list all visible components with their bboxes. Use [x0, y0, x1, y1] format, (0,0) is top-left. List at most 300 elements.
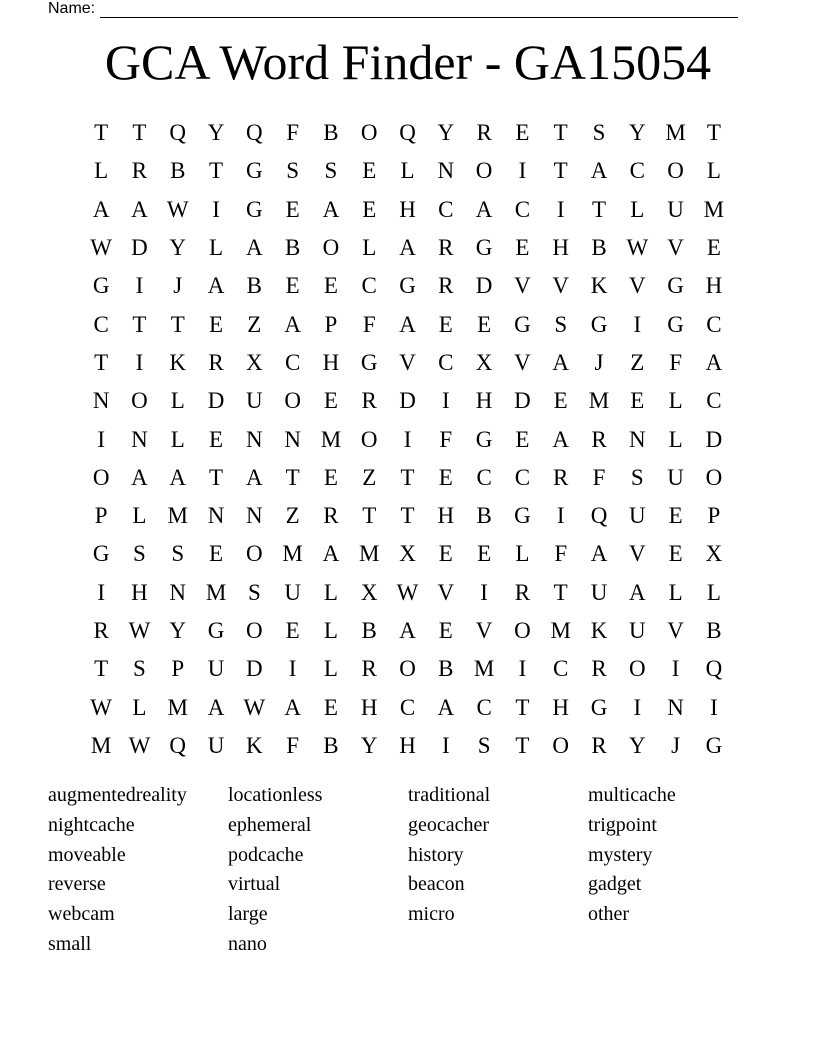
grid-letter: L — [94, 158, 109, 184]
grid-letter: G — [399, 273, 416, 299]
grid-letter: H — [552, 235, 570, 261]
grid-letter: C — [514, 464, 531, 490]
grid-letter: R — [591, 426, 607, 452]
grid-letter: L — [209, 235, 224, 261]
grid-letter: M — [359, 541, 380, 567]
grid-letter: B — [706, 618, 722, 643]
grid-letter: E — [515, 426, 530, 452]
grid-letter: V — [437, 579, 455, 605]
grid-letter: N — [92, 388, 110, 414]
grid-letter: A — [590, 541, 608, 567]
grid-letter: G — [246, 196, 263, 222]
grid-letter: C — [399, 694, 416, 720]
grid-letter: A — [399, 618, 416, 643]
grid-letter: Z — [630, 349, 645, 375]
grid-letter: R — [323, 503, 339, 529]
grid-letter: D — [131, 235, 148, 261]
grid-letter: A — [131, 196, 148, 222]
grid-letter: A — [322, 541, 340, 567]
grid-letter: H — [437, 503, 455, 529]
grid-letter: I — [518, 656, 527, 682]
grid-letter: Y — [628, 732, 646, 758]
grid-letter: E — [438, 541, 453, 567]
grid-letter: P — [171, 656, 185, 682]
grid-letter: Y — [437, 120, 455, 146]
grid-letter: C — [476, 694, 492, 720]
grid-letter: M — [550, 618, 571, 643]
grid-letter: I — [135, 273, 144, 299]
grid-letter: O — [360, 426, 378, 452]
grid-letter: L — [706, 158, 721, 184]
grid-letter: G — [590, 694, 608, 720]
grid-letter: X — [705, 541, 723, 567]
grid-letter: K — [590, 618, 608, 643]
grid-letter: E — [362, 158, 377, 184]
grid-letter: L — [323, 579, 338, 605]
grid-letter: I — [556, 196, 565, 222]
grid-letter: O — [131, 388, 148, 414]
grid-letter: C — [438, 196, 454, 222]
grid-letter: T — [209, 464, 224, 490]
grid-letter: H — [399, 196, 416, 222]
grid-letter: T — [132, 311, 147, 337]
word-list-item: nano — [228, 932, 267, 955]
grid-letter: S — [324, 158, 338, 184]
grid-letter: Q — [169, 732, 187, 758]
grid-letter: A — [207, 694, 225, 720]
word-list-item: virtual — [228, 873, 281, 896]
grid-letter: M — [205, 579, 227, 605]
word-list-item: podcache — [228, 843, 304, 866]
grid-letter: S — [133, 541, 146, 567]
grid-letter: X — [399, 541, 416, 567]
grid-letter: E — [285, 196, 300, 222]
word-list-item: locationless — [228, 784, 323, 806]
grid-letter: W — [128, 732, 151, 758]
grid-letter: T — [706, 120, 721, 146]
grid-letter: V — [667, 618, 684, 643]
grid-letter: Q — [705, 656, 723, 682]
grid-letter: P — [94, 503, 108, 529]
grid-letter: I — [288, 656, 297, 682]
grid-letter: M — [90, 732, 112, 758]
grid-letter: L — [706, 579, 721, 605]
grid-letter: Q — [399, 120, 416, 146]
grid-letter: T — [170, 311, 185, 337]
grid-letter: I — [671, 656, 680, 682]
grid-letter: P — [707, 503, 721, 529]
grid-letter: U — [284, 579, 301, 605]
grid-letter: N — [207, 503, 225, 529]
grid-letter: A — [437, 694, 455, 720]
grid-letter: A — [246, 464, 263, 490]
grid-letter: E — [477, 311, 492, 337]
grid-letter: K — [246, 732, 263, 758]
grid-letter: Y — [169, 235, 187, 261]
grid-letter: H — [475, 388, 493, 414]
grid-letter: N — [437, 158, 455, 184]
grid-letter: R — [591, 732, 607, 758]
grid-letter: Y — [169, 618, 187, 643]
grid-letter: B — [591, 235, 607, 261]
grid-letter: E — [668, 503, 683, 529]
grid-letter: S — [171, 541, 185, 567]
grid-letter: S — [477, 732, 491, 758]
grid-letter: O — [360, 120, 378, 146]
name-field — [48, 0, 738, 18]
grid-letter: C — [706, 311, 722, 337]
grid-letter: A — [246, 235, 263, 261]
grid-letter: G — [667, 311, 684, 337]
grid-letter: W — [128, 618, 151, 643]
grid-letter: L — [323, 618, 338, 643]
grid-letter: E — [553, 388, 568, 414]
grid-letter: E — [209, 541, 224, 567]
grid-letter: A — [92, 196, 110, 222]
grid-letter: S — [592, 120, 606, 146]
grid-letter: C — [629, 158, 645, 184]
grid-letter: Q — [169, 120, 187, 146]
grid-letter: A — [399, 235, 416, 261]
grid-letter: R — [438, 235, 454, 261]
grid-letter: G — [207, 618, 225, 643]
grid-letter: C — [706, 388, 722, 414]
grid-letter: E — [323, 388, 338, 414]
grid-letter: R — [591, 656, 607, 682]
grid-letter: W — [626, 235, 649, 261]
grid-letter: I — [556, 503, 565, 529]
grid-letter: E — [438, 311, 453, 337]
grid-letter: O — [92, 464, 110, 490]
grid-letter: T — [209, 158, 224, 184]
grid-letter: Y — [207, 120, 225, 146]
grid-letter: I — [633, 694, 642, 720]
grid-letter: N — [169, 579, 187, 605]
grid-letter: F — [592, 464, 606, 490]
grid-letter: Y — [628, 120, 646, 146]
grid-letter: V — [667, 235, 684, 261]
grid-letter: G — [667, 273, 684, 299]
grid-letter: F — [286, 732, 300, 758]
grid-letter: J — [671, 732, 681, 758]
grid-letter: E — [438, 618, 453, 643]
grid-letter: E — [515, 120, 530, 146]
grid-letter: O — [475, 158, 493, 184]
grid-letter: D — [514, 388, 531, 414]
grid-letter: F — [362, 311, 376, 337]
page-title: GCA Word Finder - GA15054 — [104, 34, 712, 90]
grid-letter: R — [438, 273, 454, 299]
grid-letter: E — [477, 541, 492, 567]
grid-letter: S — [133, 656, 146, 682]
grid-letter: V — [514, 349, 531, 375]
grid-letter: K — [169, 349, 187, 375]
grid-letter: V — [399, 349, 416, 375]
grid-letter: I — [710, 694, 718, 720]
grid-letter: W — [396, 579, 419, 605]
grid-letter: N — [246, 426, 263, 452]
grid-letter: V — [475, 618, 493, 643]
grid-letter: V — [552, 273, 570, 299]
grid-letter: E — [323, 694, 338, 720]
grid-letter: Z — [247, 311, 262, 337]
grid-letter: D — [705, 426, 723, 452]
grid-letter: X — [360, 579, 378, 605]
grid-letter: E — [285, 618, 300, 643]
grid-letter: O — [514, 618, 531, 643]
grid-letter: G — [514, 503, 531, 529]
grid-letter: L — [515, 541, 530, 567]
grid-letter: C — [284, 349, 301, 375]
grid-letter: I — [518, 158, 527, 184]
grid-letter: B — [323, 120, 339, 146]
grid-letter: A — [169, 464, 187, 490]
grid-letter: O — [705, 464, 723, 490]
grid-letter: F — [669, 349, 682, 375]
grid-letter: U — [246, 388, 263, 414]
grid-letter: I — [633, 311, 642, 337]
grid-letter: I — [441, 388, 450, 414]
grid-letter: U — [590, 579, 608, 605]
grid-letter: I — [441, 732, 450, 758]
grid-letter: A — [552, 349, 570, 375]
word-list-item: trigpoint — [588, 813, 657, 836]
grid-letter: I — [403, 426, 412, 452]
grid-letter: R — [208, 349, 224, 375]
grid-letter: A — [284, 311, 301, 337]
grid-letter: M — [588, 388, 610, 414]
grid-letter: C — [93, 311, 109, 337]
grid-letter: G — [475, 426, 493, 452]
grid-letter: B — [284, 235, 301, 261]
grid-letter: W — [166, 196, 189, 222]
word-list-item: micro — [408, 903, 455, 926]
grid-letter: O — [246, 618, 263, 643]
grid-letter: N — [628, 426, 646, 452]
grid-letter: H — [552, 694, 570, 720]
grid-letter: U — [207, 656, 225, 682]
grid-letter: T — [553, 158, 568, 184]
word-list-item: small — [48, 932, 92, 955]
word-list-item: reverse — [48, 873, 106, 896]
grid-letter: L — [132, 503, 147, 529]
word-list-item: multicache — [588, 784, 676, 806]
grid-letter: L — [132, 694, 147, 720]
grid-letter: H — [705, 273, 723, 299]
grid-letter: S — [286, 158, 300, 184]
grid-letter: M — [703, 196, 725, 222]
grid-letter: R — [93, 618, 109, 643]
grid-letter: T — [515, 732, 530, 758]
grid-letter: V — [514, 273, 531, 299]
grid-letter: Q — [590, 503, 608, 529]
grid-letter: X — [475, 349, 493, 375]
grid-letter: T — [553, 120, 568, 146]
grid-letter: D — [207, 388, 225, 414]
grid-letter: M — [473, 656, 495, 682]
grid-letter: A — [552, 426, 570, 452]
grid-letter: H — [131, 579, 148, 605]
grid-letter: L — [668, 388, 683, 414]
grid-letter: C — [438, 349, 454, 375]
grid-letter: G — [92, 541, 110, 567]
grid-letter: P — [324, 311, 338, 337]
word-list-item: moveable — [48, 843, 126, 866]
grid-letter: M — [282, 541, 303, 567]
grid-letter: D — [475, 273, 493, 299]
grid-letter: R — [361, 656, 377, 682]
grid-letter: R — [514, 579, 531, 605]
grid-letter: O — [284, 388, 301, 414]
grid-letter: I — [135, 349, 144, 375]
grid-letter: W — [90, 235, 112, 261]
grid-letter: T — [553, 579, 568, 605]
grid-letter: S — [247, 579, 261, 605]
grid-letter: A — [705, 349, 723, 375]
grid-letter: M — [167, 503, 188, 529]
grid-letter: O — [667, 158, 684, 184]
grid-letter: G — [360, 349, 378, 375]
grid-letter: L — [362, 235, 377, 261]
grid-letter: B — [361, 618, 377, 643]
grid-letter: O — [399, 656, 416, 682]
grid-letter: I — [480, 579, 488, 605]
grid-letter: M — [320, 426, 342, 452]
grid-letter: U — [667, 196, 684, 222]
name-underline — [100, 2, 738, 18]
grid-letter: E — [668, 541, 683, 567]
grid-letter: O — [552, 732, 570, 758]
letter-grid — [82, 114, 733, 765]
grid-letter: V — [628, 541, 646, 567]
grid-letter: V — [628, 273, 646, 299]
word-list-item: webcam — [48, 903, 115, 926]
grid-letter: G — [514, 311, 531, 337]
grid-letter: I — [212, 196, 220, 222]
grid-letter: G — [246, 158, 263, 184]
grid-letter: L — [668, 426, 683, 452]
grid-letter: N — [246, 503, 263, 529]
grid-letter: R — [476, 120, 492, 146]
word-list-item: beacon — [408, 873, 465, 896]
grid-letter: U — [628, 618, 646, 643]
grid-letter: O — [322, 235, 340, 261]
grid-letter: L — [630, 196, 645, 222]
grid-letter: L — [668, 579, 683, 605]
grid-letter: C — [476, 464, 492, 490]
grid-letter: T — [515, 694, 530, 720]
grid-letter: S — [630, 464, 644, 490]
grid-letter: C — [553, 656, 569, 682]
grid-letter: F — [554, 541, 568, 567]
grid-letter: D — [399, 388, 416, 414]
grid-letter: A — [284, 694, 301, 720]
grid-letter: H — [322, 349, 340, 375]
grid-letter: E — [323, 464, 338, 490]
grid-letter: N — [284, 426, 301, 452]
grid-letter: E — [209, 311, 224, 337]
grid-letter: S — [554, 311, 568, 337]
word-list-item: geocacher — [408, 813, 490, 836]
grid-letter: B — [170, 158, 186, 184]
grid-letter: I — [97, 426, 105, 452]
word-list-item: mystery — [588, 843, 653, 866]
grid-letter: B — [246, 273, 262, 299]
word-list-item: traditional — [408, 784, 491, 806]
grid-letter: T — [94, 349, 109, 375]
grid-letter: T — [400, 503, 415, 529]
grid-letter: T — [94, 656, 109, 682]
grid-letter: R — [131, 158, 148, 184]
grid-letter: L — [170, 426, 185, 452]
grid-letter: E — [515, 235, 530, 261]
grid-letter: T — [591, 196, 607, 222]
grid-letter: I — [97, 579, 105, 605]
grid-letter: L — [323, 656, 338, 682]
grid-letter: B — [323, 732, 339, 758]
grid-letter: A — [628, 579, 646, 605]
grid-letter: F — [439, 426, 453, 452]
grid-letter: T — [285, 464, 300, 490]
grid-letter: A — [475, 196, 493, 222]
grid-letter: H — [399, 732, 416, 758]
word-list — [48, 782, 768, 961]
grid-letter: O — [246, 541, 263, 567]
word-list-item: history — [408, 843, 464, 866]
grid-letter: C — [514, 196, 531, 222]
word-list-item: large — [228, 903, 268, 926]
grid-letter: T — [400, 464, 415, 490]
grid-letter: N — [131, 426, 148, 452]
grid-letter: A — [322, 196, 340, 222]
grid-letter: E — [706, 235, 721, 261]
grid-letter: E — [630, 388, 645, 414]
grid-letter: J — [594, 349, 604, 375]
word-list-item: gadget — [588, 873, 642, 896]
word-list-item: nightcache — [48, 813, 135, 836]
grid-letter: T — [132, 120, 147, 146]
grid-letter: A — [590, 158, 608, 184]
grid-letter: M — [665, 120, 686, 146]
grid-letter: H — [360, 694, 378, 720]
word-list-item: other — [588, 903, 630, 926]
grid-letter: X — [246, 349, 263, 375]
grid-letter: W — [90, 694, 112, 720]
grid-letter: Z — [362, 464, 377, 490]
grid-letter: B — [476, 503, 492, 529]
grid-letter: B — [438, 656, 454, 682]
grid-letter: G — [475, 235, 493, 261]
grid-letter: Z — [285, 503, 300, 529]
grid-letter: M — [167, 694, 188, 720]
grid-letter: A — [131, 464, 148, 490]
grid-letter: E — [209, 426, 224, 452]
grid-letter: A — [399, 311, 416, 337]
grid-letter: K — [590, 273, 608, 299]
grid-letter: W — [243, 694, 266, 720]
grid-letter: E — [323, 273, 338, 299]
grid-letter: C — [361, 273, 377, 299]
grid-letter: R — [553, 464, 569, 490]
grid-letter: J — [173, 273, 183, 299]
grid-letter: E — [362, 196, 377, 222]
grid-letter: N — [667, 694, 684, 720]
grid-letter: R — [361, 388, 377, 414]
grid-letter: Q — [246, 120, 263, 146]
grid-letter: T — [94, 120, 109, 146]
word-list-item: ephemeral — [228, 813, 312, 836]
grid-letter: O — [628, 656, 646, 682]
